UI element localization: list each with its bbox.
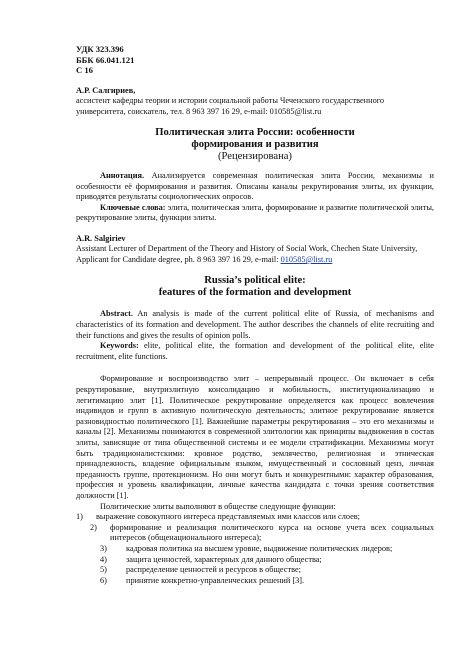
abstract-en-label: Abstract. [100, 309, 133, 319]
list-item-number: 1) [76, 512, 83, 522]
bbk-code: ББК 66.041.121 [76, 54, 135, 65]
list-item [76, 555, 434, 566]
classification-codes [76, 44, 434, 76]
keywords-ru-text: элита, политическая элита, формирование и развитие политической элиты, рекрутирование элиты, функции элиты. [76, 202, 434, 223]
list-item-number: 6) [100, 575, 107, 585]
title-ru-line1: Политическая элита России: особенности [155, 127, 355, 138]
abstract-en-text: An analysis is made of the current political elite of Russia, of mechanisms and characteristics of its formation and development. The author describes the channels of elite recruiting and their functions and gives the results of opinion polls. [76, 309, 434, 340]
list-item-text: кадровая политика на высшем уровне, выдвижение политических лидеров; [126, 543, 393, 553]
list-item-text: выражение совокупного интереса представляемых ими классов или слоев; [96, 512, 360, 522]
list-item [76, 576, 434, 587]
abstract-ru-label: Аннотация. [100, 171, 145, 180]
list-item-number: 4) [100, 554, 107, 564]
list-item-text: формирование и реализация политического курса на основе учета всех социальных интересов (общенационального интереса); [110, 522, 434, 543]
list-item [76, 523, 434, 544]
keywords-en-label: Keywords: [100, 341, 139, 351]
list-item-text: принятие конкретно-управленческих решений [3]. [126, 575, 305, 585]
title-en [76, 275, 434, 299]
list-item [76, 565, 434, 576]
title-ru [76, 127, 434, 163]
title-en-line2: features of the formation and development [158, 287, 352, 299]
body-paragraph-1: Формирование и воспроизводство элит – непрерывный процесс. Он включает в себя рекрутирование, внутризлитную консолидацию и мобильность, институционализацию и легитимацию элит [1]. Политическое рекрутирование определяется как процесс вовлечения индивидов и групп в активную политическую деятельность; элитное рекрутирование является разновидностью политического [1]. Важнейшие параметры рекрутирования – это его механизмы и каналы [2]. Механизмы понимаются в современной элитологии как принципы выдвижения в состав элиты, зависящие от типа общественной системы и ее модели стратификации. Механизмы могут быть традиционалистскими: кровное родство, землячество, религиозная и этническая принадлежность, владение официальным языком, имущественный и сословный ценз, личная преданность группе, протекционизм. Но они могут быть и конкурентными: характер образования, профессия и уровень квалификации, личные качества кандидата с точки зрения соответствия должности [1]. [76, 374, 434, 500]
list-item-number: 5) [100, 565, 107, 575]
list-item [76, 544, 434, 555]
list-item-number: 3) [100, 543, 107, 553]
abstract-ru [76, 171, 434, 203]
author-en [76, 234, 434, 266]
keywords-ru-label: Ключевые слова: [100, 202, 166, 212]
functions-list [76, 512, 434, 586]
keywords-en [76, 341, 434, 362]
author-affiliation-ru: ассистент кафедры теории и истории социальной работы Чеченского государственного университета, соискатель, тел. 8 963 397 16 29, e-mail: 010585@list.ru [76, 96, 385, 116]
list-item-number: 2) [90, 522, 97, 532]
abstract-en [76, 309, 434, 341]
list-item [76, 512, 434, 523]
list-item-text: защита ценностей, характерных для данного общества; [126, 554, 322, 564]
author-name-en: A.R. Salgiriev [76, 233, 126, 243]
keywords-en-text: elite, political elite, the formation and development of the political elite, elite recruitment, elite functions. [76, 341, 434, 361]
author-code: С 16 [76, 65, 93, 75]
author-affiliation-en: Assistant Lecturer of Department of the Theory and History of Social Work, Chechen State University, Applicant for Candidate degree, ph. 8 963 397 16 29, e-mail: [76, 244, 418, 264]
author-ru [76, 86, 434, 118]
title-ru-line2: формирования и развития [191, 139, 319, 150]
list-item-text: распределение ценностей и ресурсов в обществе; [126, 565, 301, 575]
keywords-ru [76, 203, 434, 224]
functions-intro: Политические элиты выполняют в обществе следующие функции: [100, 501, 336, 511]
author-name-ru: А.Р. Салгириев, [76, 85, 136, 95]
title-en-line1: Russia’s political elite: [204, 275, 306, 287]
reviewed-note: (Рецензирована) [218, 151, 292, 162]
udk-code: УДК 323.396 [76, 44, 124, 54]
author-email-link[interactable]: 010585@list.ru [280, 254, 333, 264]
abstract-ru-text: Анализируется современная политическая элита России, механизмы и особенности её формирования и развития. Описаны каналы рекрутирования элиты, их функции, приводятся результаты социологических опросов. [76, 171, 434, 202]
